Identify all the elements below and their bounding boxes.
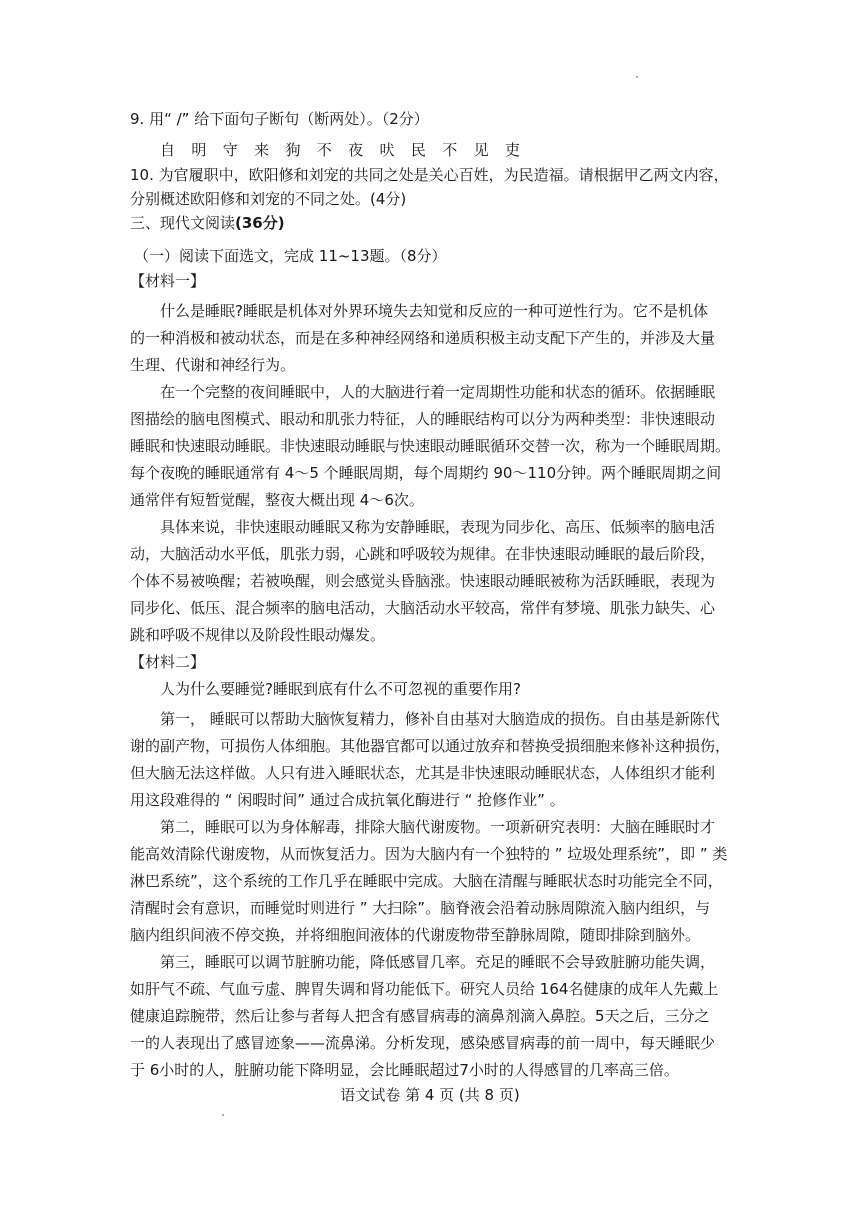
- question-10-line: 分别概述欧阳修和刘宠的不同之处。(4分): [130, 190, 407, 208]
- material-1-label: 【材料一】: [130, 272, 206, 290]
- part-instruction: （一）阅读下面选文，完成 11~13题。（8分）: [134, 247, 447, 265]
- q9-char: 明: [191, 141, 207, 159]
- paragraph-line: 每个夜晚的睡眠通常有 4～5 个睡眠周期，每个周期约 90～110分钟。两个睡眠周期之间: [130, 464, 722, 482]
- paragraph-line: 生理、代谢和神经行为。: [130, 356, 296, 374]
- question-10-line: 10. 为官履职中，欧阳修和刘宠的共同之处是关心百姓，为民造福。请根据甲乙两文内容，: [130, 166, 729, 184]
- section-title: [130, 212, 730, 234]
- q9-char: 夜: [348, 141, 364, 159]
- q9-char: 守: [222, 141, 238, 159]
- page-footer: 语文试卷 第 4 页 (共 8 页): [340, 1086, 520, 1104]
- q9-char: 不: [316, 141, 332, 159]
- paragraph-line: 在一个完整的夜间睡眠中，人的大脑进行着一定周期性功能和状态的循环。依据睡眠: [160, 383, 716, 401]
- q9-char: 见: [473, 141, 489, 159]
- q9-char: 吠: [379, 141, 395, 159]
- q9-char: 来: [254, 141, 270, 159]
- q9-char: 狗: [285, 141, 301, 159]
- paragraph-line: 如肝气不疏、气血亏虚、脾胃失调和肾功能低下。研究人员给 164名健康的成年人先戴上: [130, 980, 719, 998]
- paragraph-line: 但大脑无法这样做。人只有进入睡眠状态，尤其是非快速眼动睡眠状态，人体组织才能利: [130, 764, 716, 782]
- paragraph-line: 用这段难得的 “ 闲暇时间” 通过合成抗氧化酶进行 “ 抢修作业” 。: [130, 791, 565, 809]
- paragraph-line: 谢的副产物，可损伤人体细胞。其他器官都可以通过放弃和替换受损细胞来修补这种损伤，: [130, 737, 731, 755]
- q9-char: 民: [410, 141, 426, 159]
- paragraph-line: 能高效清除代谢废物，从而恢复活力。因为大脑内有一个独特的 ” 垃圾处理系统”，即 ” 类: [130, 845, 728, 863]
- paragraph-line: 通常伴有短暂觉醒，整夜大概出现 4～6次。: [130, 491, 424, 509]
- paragraph-line: 同步化、低压、混合频率的脑电活动，大脑活动水平较高，常伴有梦境、肌张力缺失、心: [130, 599, 716, 617]
- question-9-sentence: [160, 139, 520, 160]
- paragraph-line: 具体来说，非快速眼动睡眠又称为安静睡眠，表现为同步化、高压、低频率的脑电活: [160, 518, 716, 536]
- paragraph-line: 什么是睡眠?睡眠是机体对外界环境失去知觉和反应的一种可逆性行为。它不是机体: [160, 302, 708, 320]
- paragraph-line: 跳和呼吸不规律以及阶段性眼动爆发。: [130, 626, 386, 644]
- paragraph-line: 健康追踪腕带，然后让参与者每人把含有感冒病毒的滴鼻剂滴入鼻腔。5天之后，三分之: [130, 1007, 710, 1025]
- paragraph-line: 淋巴系统”，这个系统的工作几乎在睡眠中完成。大脑在清醒与睡眠状态时功能完全不同，: [130, 872, 723, 890]
- paragraph-line: 于 6小时的人，脏腑功能下降明显，会比睡眠超过7小时的人得感冒的几率高三倍。: [130, 1061, 679, 1079]
- question-9-prompt: 9. 用“ /” 给下面句子断句（断两处）。（2分）: [130, 110, 429, 128]
- paragraph-line: 脑内组织间液不停交换，并将细胞间液体的代谢废物带至静脉周隙，随即排除到脑外。: [130, 926, 701, 944]
- paragraph-line: 第二，睡眠可以为身体解毒，排除大脑代谢废物。一项新研究表明：大脑在睡眠时才: [160, 818, 716, 836]
- paragraph-line: 一的人表现出了感冒迹象——流鼻涕。分析发现，感染感冒病毒的前一周中，每天睡眠少: [130, 1034, 716, 1052]
- q9-char: 吏: [504, 141, 520, 159]
- material-2-label: 【材料二】: [130, 653, 206, 671]
- paragraph-line: 图描绘的脑电图模式、眼动和肌张力特征，人的睡眠结构可以分为两种类型：非快速眼动: [130, 410, 716, 428]
- paragraph-line: 第一， 睡眠可以帮助大脑恢复精力，修补自由基对大脑造成的损伤。自由基是新陈代: [160, 710, 720, 728]
- section-title-text: 三、现代文阅读: [130, 214, 236, 232]
- q9-char: 不: [442, 141, 458, 159]
- paragraph-line: 动，大脑活动水平低，肌张力弱，心跳和呼吸较为规律。在非快速眼动睡眠的最后阶段，: [130, 545, 716, 563]
- q9-char: 自: [160, 141, 176, 159]
- paragraph-line: 的一种消极和被动状态，而是在多种神经网络和递质积极主动支配下产生的，并涉及大量: [130, 329, 716, 347]
- paragraph-line: 个体不易被唤醒；若被唤醒，则会感觉头昏脑涨。快速眼动睡眠被称为活跃睡眠，表现为: [130, 572, 716, 590]
- scan-speck: [636, 76, 638, 78]
- paragraph-line: 清醒时会有意识，而睡觉时则进行 ” 大扫除”。脑脊液会沿着动脉周隙流入脑内组织，与: [130, 899, 711, 917]
- section-title-score: (36分): [235, 214, 285, 232]
- paragraph-line: 第三，睡眠可以调节脏腑功能，降低感冒几率。充足的睡眠不会导致脏腑功能失调，: [160, 953, 716, 971]
- paragraph-line: 人为什么要睡觉?睡眠到底有什么不可忽视的重要作用?: [160, 680, 521, 698]
- paragraph-line: 睡眠和快速眼动睡眠。非快速眼动睡眠与快速眼动睡眠循环交替一次，称为一个睡眠周期。: [130, 437, 731, 455]
- scan-speck: [222, 1114, 224, 1116]
